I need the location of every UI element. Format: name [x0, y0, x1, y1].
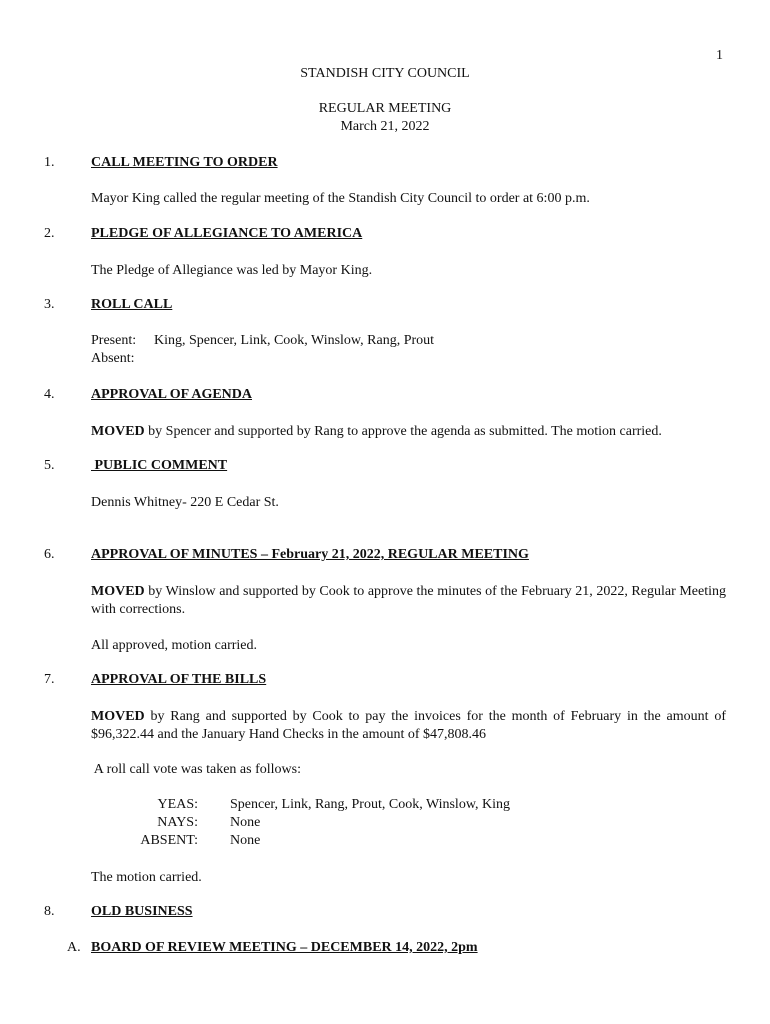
moved-label: MOVED [91, 584, 145, 599]
motion-text [91, 583, 726, 619]
motion-result: The motion carried. [91, 870, 202, 885]
present-label: Present: [91, 333, 137, 348]
section-heading: PUBLIC COMMENT [91, 458, 228, 473]
item-number: 2. [44, 226, 55, 241]
motion-text [91, 423, 726, 441]
item-number: 4. [44, 387, 55, 402]
nays-label: NAYS: [157, 815, 198, 830]
section-text: The Pledge of Allegiance was led by Mayor King. [91, 263, 373, 278]
absent-vote-list: None [230, 833, 261, 848]
absent-vote-label: ABSENT: [140, 833, 198, 848]
motion-body: by Spencer and supported by Rang to approve the agenda as submitted. The motion carried. [144, 424, 662, 439]
motion-body: by Winslow and supported by Cook to approve the minutes of the February 21, 2022, Regular Meeting with corrections. [91, 584, 726, 617]
item-number: 1. [44, 155, 55, 170]
meeting-title: REGULAR MEETING [318, 101, 452, 116]
section-heading: ROLL CALL [91, 297, 173, 312]
section-heading: APPROVAL OF THE BILLS [91, 672, 267, 687]
yeas-list: Spencer, Link, Rang, Prout, Cook, Winslow, King [230, 797, 511, 812]
section-heading: PLEDGE OF ALLEGIANCE TO AMERICA [91, 226, 363, 241]
absent-label: Absent: [91, 351, 135, 366]
motion-text [91, 708, 726, 744]
org-title: STANDISH CITY COUNCIL [300, 66, 470, 81]
section-heading: APPROVAL OF AGENDA [91, 387, 253, 402]
section-heading: APPROVAL OF MINUTES – February 21, 2022, REGULAR MEETING [91, 547, 529, 562]
section-text: Dennis Whitney- 220 E Cedar St. [91, 495, 279, 510]
moved-label: MOVED [91, 424, 145, 439]
nays-list: None [230, 815, 261, 830]
item-number: 8. [44, 904, 55, 919]
section-text: Mayor King called the regular meeting of the Standish City Council to order at 6:00 p.m. [91, 191, 590, 206]
item-number: 5. [44, 458, 55, 473]
moved-label: MOVED [91, 709, 145, 724]
meeting-date: March 21, 2022 [340, 119, 430, 134]
page-number: 1 [716, 48, 723, 63]
item-number: 7. [44, 672, 55, 687]
item-number: 3. [44, 297, 55, 312]
section-heading: OLD BUSINESS [91, 904, 193, 919]
yeas-label: YEAS: [157, 797, 198, 812]
subitem-heading: BOARD OF REVIEW MEETING – DECEMBER 14, 2022, 2pm [91, 940, 478, 955]
subitem-letter: A. [67, 940, 81, 955]
section-heading: CALL MEETING TO ORDER [91, 155, 278, 170]
vote-intro: A roll call vote was taken as follows: [91, 762, 301, 777]
motion-body: by Rang and supported by Cook to pay the invoices for the month of February in the amount of $96,322.44 and the January Hand Checks in the amount of $47,808.46 [91, 709, 726, 742]
item-number: 6. [44, 547, 55, 562]
section-text: All approved, motion carried. [91, 638, 258, 653]
present-list: King, Spencer, Link, Cook, Winslow, Rang, Prout [154, 333, 435, 348]
